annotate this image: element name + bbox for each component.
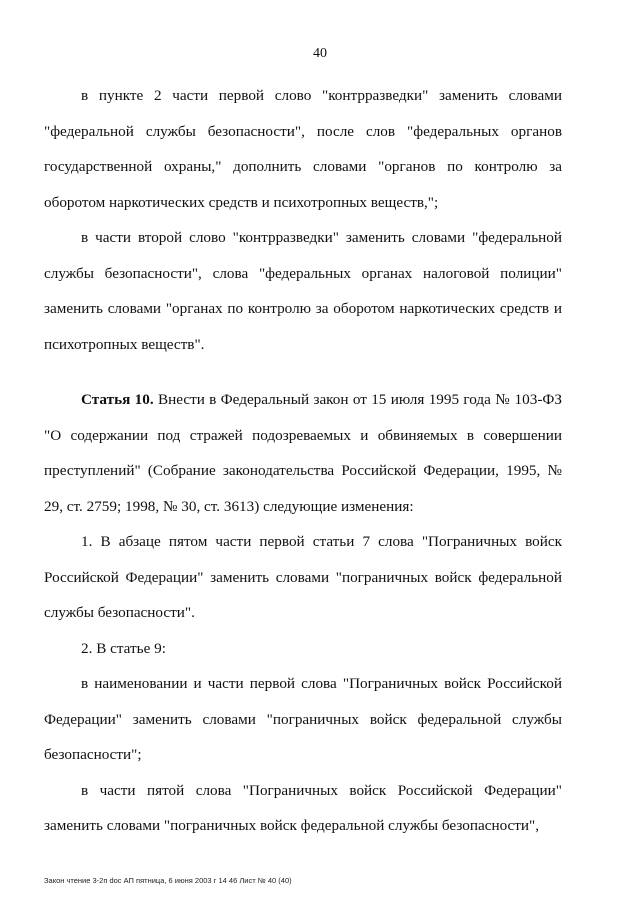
article-heading: Статья 10. <box>81 391 154 408</box>
section-gap <box>44 362 562 382</box>
article-paragraph <box>44 382 562 524</box>
page-number: 40 <box>313 46 327 61</box>
item-1-paragraph: 1. В абзаце пятом части первой статьи 7 слова "Пограничных войск Российской Федерации" заменить словами "пограничных войск федеральной службы безопасности". <box>44 533 562 621</box>
amendment-paragraph-2: в части второй слово "контрразведки" заменить словами "федеральной службы безопасности", слова "федеральных органах налоговой полиции" заменить словами "органах по контролю за оборотом наркотических средств и психотропных веществ". <box>44 229 562 353</box>
item-2-paragraph-2: в части пятой слова "Пограничных войск Российской Федерации" заменить словами "пограничных войск федеральной службы безопасности", <box>44 781 562 834</box>
item-2-paragraph-1: в наименовании и части первой слова "Пограничных войск Российской Федерации" заменить словами "пограничных войск федеральной службы безопасности"; <box>44 675 562 763</box>
item-2-heading: 2. В статье 9: <box>81 639 166 657</box>
article-text: Внести в Федеральный закон от 15 июля 1995 года № 103-ФЗ "О содержании под стражей подозреваемых и обвиняемых в совершении преступлений" (Собрание законодательства Российской Федерации, 1995, № 29, ст. 2759; 1998, № 30, ст. 3613) следующие изменения: <box>44 391 562 515</box>
footer-file-info: Закон чтение 3-2п doc АП пятница, 6 июня 2003 г 14 46 Лист № 40 (40) <box>44 876 292 885</box>
document-body <box>44 78 562 844</box>
amendment-paragraph-1: в пункте 2 части первой слово "контрразведки" заменить словами "федеральной службы безопасности", после слов "федеральных органов государственной охраны," дополнить словами "органов по контролю за оборотом наркотических средств и психотропных веществ,"; <box>44 87 562 211</box>
